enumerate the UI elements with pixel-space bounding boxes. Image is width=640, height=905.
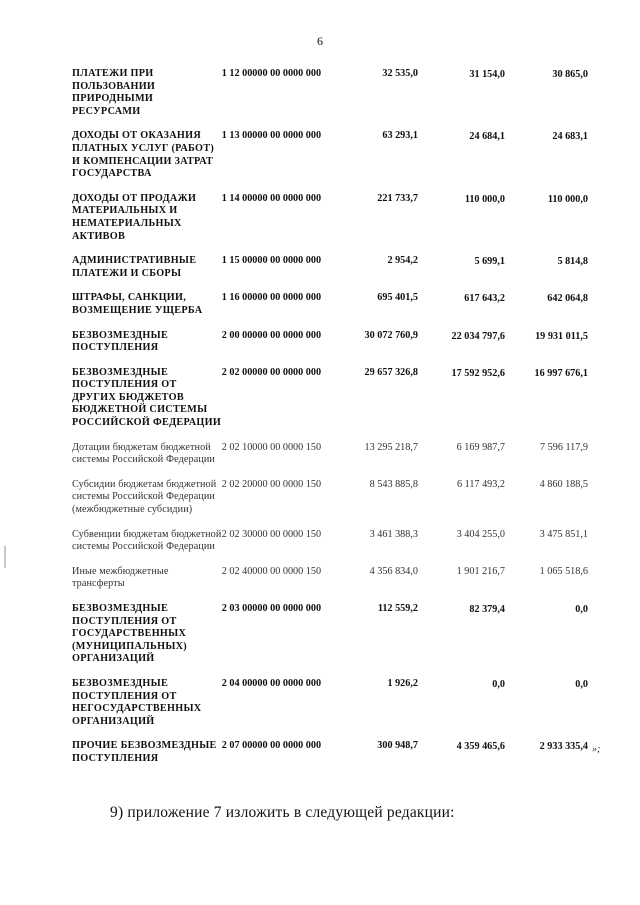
row-value-year-3: 5 814,8 (557, 256, 588, 268)
row-value-year-3: 19 931 011,5 (535, 330, 588, 342)
row-value-year-2: 6 169 987,7 (456, 441, 505, 453)
table-row (72, 479, 588, 529)
row-code: 2 02 30000 00 0000 150 (221, 528, 322, 540)
row-code: 1 15 00000 00 0000 000 (221, 255, 322, 267)
page-number: 6 (317, 34, 323, 48)
row-value-year-1: 695 401,5 (377, 292, 418, 304)
table-row (72, 68, 588, 130)
row-value-year-1: 2 954,2 (387, 255, 418, 267)
row-value-year-2: 31 154,0 (469, 69, 505, 80)
table-row (72, 193, 588, 255)
row-value-year-1: 29 657 326,8 (364, 366, 418, 378)
row-name: Субсидии бюджетам бюджетной системы Российской Федерации (межбюджетные субсидии) (72, 478, 217, 516)
row-value-year-3: 7 596 117,9 (539, 441, 588, 453)
row-value-year-3: 30 865,0 (552, 69, 588, 80)
row-code: 1 16 00000 00 0000 000 (221, 292, 322, 304)
row-value-year-1: 221 733,7 (377, 192, 418, 204)
row-value-year-1: 32 535,0 (382, 68, 418, 79)
row-value-year-3: 3 475 851,1 (539, 528, 588, 540)
scan-margin-mark (4, 546, 6, 568)
row-name: ШТРАФЫ, САНКЦИИ, ВОЗМЕЩЕНИЕ УЩЕРБА (72, 292, 203, 316)
row-value-year-3: 24 683,1 (552, 131, 588, 143)
row-code: 2 03 00000 00 0000 000 (221, 603, 322, 614)
row-code: 2 02 00000 00 0000 000 (221, 366, 322, 378)
row-value-year-1: 63 293,1 (382, 130, 418, 142)
row-code: 2 07 00000 00 0000 000 (221, 740, 322, 752)
table-row (72, 292, 588, 329)
row-value-year-2: 110 000,0 (464, 193, 505, 205)
row-value-year-2: 82 379,4 (469, 604, 505, 615)
row-name: Иные межбюджетные трансферты (72, 565, 169, 590)
row-name: АДМИНИСТРАТИВНЫЕ ПЛАТЕЖИ И СБОРЫ (72, 255, 197, 279)
row-value-year-1: 1 926,2 (387, 677, 418, 689)
row-value-year-1: 112 559,2 (377, 603, 418, 614)
row-code: 2 02 40000 00 0000 150 (221, 565, 322, 577)
row-name: Субвенции бюджетам бюджетной системы Российской Федерации (72, 528, 222, 553)
row-value-year-2: 17 592 952,6 (451, 367, 505, 379)
table-row (72, 678, 588, 740)
row-value-year-2: 3 404 255,0 (456, 528, 505, 540)
row-name: ДОХОДЫ ОТ ПРОДАЖИ МАТЕРИАЛЬНЫХ И НЕМАТЕРИАЛЬНЫХ АКТИВОВ (72, 192, 197, 242)
revenue-table (72, 68, 588, 778)
row-code: 2 00 00000 00 0000 000 (221, 329, 322, 341)
row-name: ПЛАТЕЖИ ПРИ ПОЛЬЗОВАНИИ ПРИРОДНЫМИ РЕСУРСАМИ (72, 68, 156, 117)
row-value-year-2: 617 643,2 (464, 293, 505, 305)
row-value-year-2: 5 699,1 (474, 256, 505, 268)
revenue-table-body (72, 68, 588, 778)
row-value-year-2: 22 034 797,6 (451, 330, 505, 342)
row-value-year-3: 2 933 335,4 (539, 741, 588, 753)
row-value-year-1: 4 356 834,0 (369, 565, 418, 577)
row-value-year-2: 6 117 493,2 (456, 478, 505, 490)
row-value-year-1: 3 461 388,3 (369, 528, 418, 540)
row-value-year-3: 110 000,0 (547, 193, 588, 205)
row-value-year-1: 300 948,7 (377, 740, 418, 752)
row-value-year-3: 4 860 188,5 (539, 478, 588, 490)
row-value-year-3: 1 065 518,6 (539, 565, 588, 577)
row-name: БЕЗВОЗМЕЗДНЫЕ ПОСТУПЛЕНИЯ ОТ ДРУГИХ БЮДЖЕТОВ БЮДЖЕТНОЙ СИСТЕМЫ РОССИЙСКОЙ ФЕДЕРАЦИИ (72, 366, 222, 429)
row-code: 1 14 00000 00 0000 000 (221, 192, 322, 204)
row-code: 1 13 00000 00 0000 000 (221, 130, 322, 142)
row-value-year-3: 16 997 676,1 (534, 367, 588, 379)
row-value-year-3: 642 064,8 (547, 293, 588, 305)
table-row (72, 740, 588, 777)
row-code: 2 04 00000 00 0000 000 (221, 677, 322, 689)
table-row (72, 130, 588, 192)
row-name: ПРОЧИЕ БЕЗВОЗМЕЗДНЫЕ ПОСТУПЛЕНИЯ (72, 740, 217, 764)
row-name: Дотации бюджетам бюджетной системы Российской Федерации (72, 441, 215, 466)
table-row (72, 330, 588, 367)
row-value-year-3: 0,0 (575, 604, 588, 615)
row-name: БЕЗВОЗМЕЗДНЫЕ ПОСТУПЛЕНИЯ (72, 329, 169, 354)
row-value-year-3: 0,0 (575, 678, 588, 690)
row-value-year-1: 13 295 218,7 (364, 441, 418, 453)
row-value-year-1: 8 543 885,8 (369, 478, 418, 490)
row-value-year-2: 0,0 (492, 678, 505, 690)
row-value-year-1: 30 072 760,9 (364, 329, 418, 341)
table-row (72, 529, 588, 566)
row-name: ДОХОДЫ ОТ ОКАЗАНИЯ ПЛАТНЫХ УСЛУГ (РАБОТ) И КОМПЕНСАЦИИ ЗАТРАТ ГОСУДАРСТВА (72, 130, 215, 180)
amendment-paragraph: 9) приложение 7 изложить в следующей редакции: (110, 804, 455, 821)
table-row (72, 367, 588, 442)
row-value-year-2: 4 359 465,6 (456, 741, 505, 753)
row-code: 1 12 00000 00 0000 000 (221, 68, 322, 79)
row-name: БЕЗВОЗМЕЗДНЫЕ ПОСТУПЛЕНИЯ ОТ ГОСУДАРСТВЕННЫХ (МУНИЦИПАЛЬНЫХ) ОРГАНИЗАЦИЙ (72, 603, 187, 665)
row-value-year-2: 24 684,1 (469, 131, 505, 143)
table-row (72, 255, 588, 292)
table-row (72, 442, 588, 479)
table-row (72, 603, 588, 678)
closing-quote-mark: »; (592, 744, 601, 755)
table-row (72, 566, 588, 603)
row-code: 2 02 10000 00 0000 150 (221, 441, 322, 453)
row-code: 2 02 20000 00 0000 150 (221, 478, 322, 490)
row-value-year-2: 1 901 216,7 (456, 565, 505, 577)
row-name: БЕЗВОЗМЕЗДНЫЕ ПОСТУПЛЕНИЯ ОТ НЕГОСУДАРСТВЕННЫХ ОРГАНИЗАЦИЙ (72, 677, 202, 727)
